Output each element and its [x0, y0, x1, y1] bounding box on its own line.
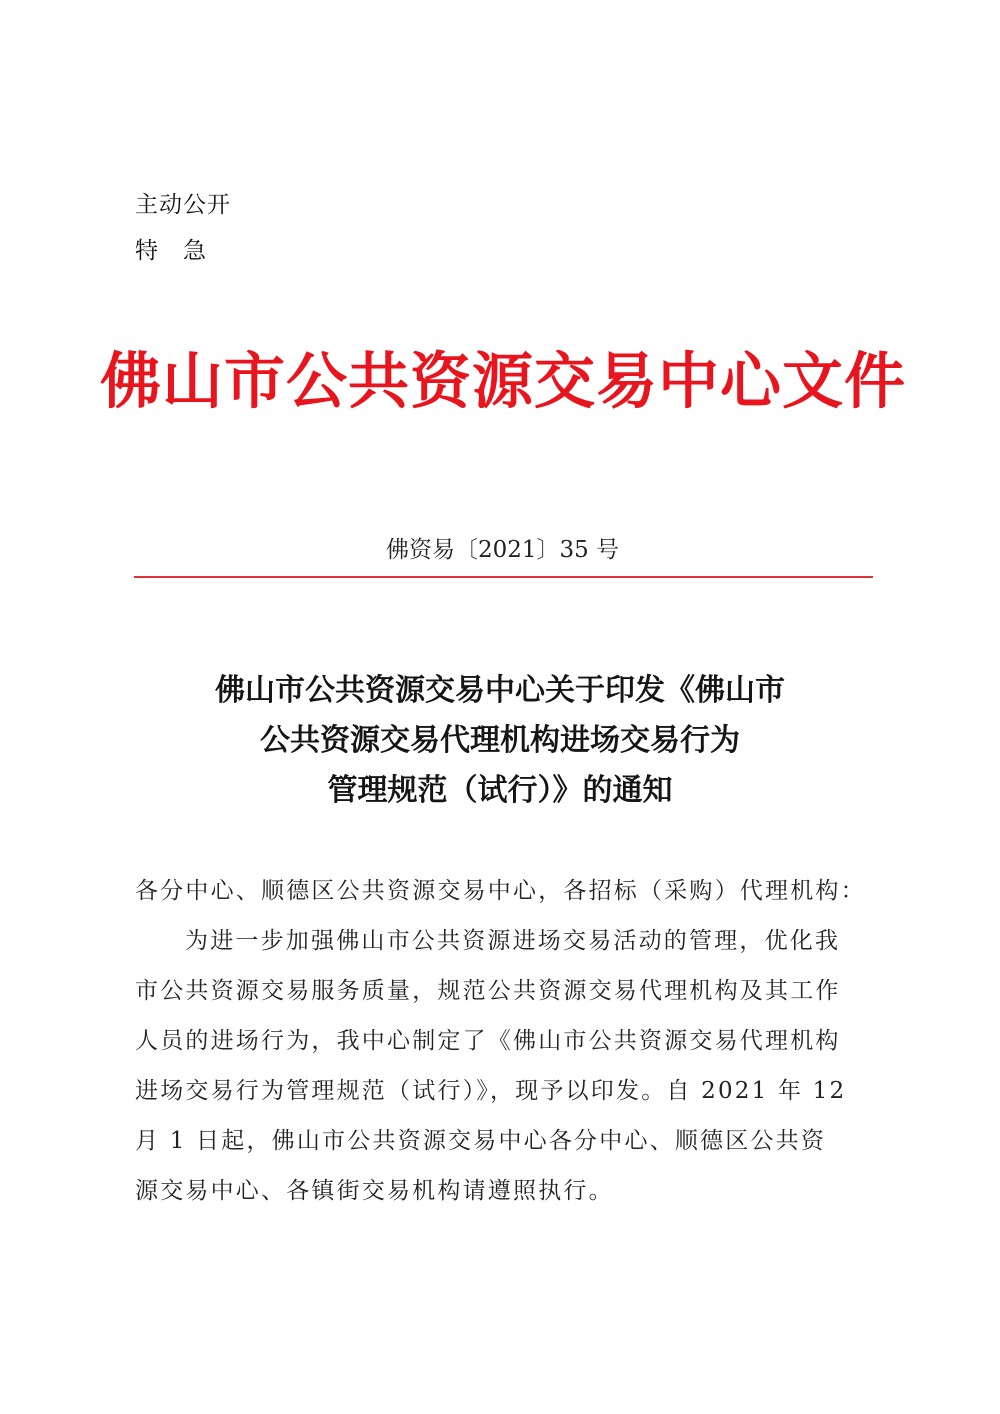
notice-body	[135, 866, 880, 1216]
urgency-label: 特 急	[135, 238, 207, 264]
notice-title-line: 佛山市公共资源交易中心关于印发《佛山市	[215, 673, 785, 708]
body-line: 为进一步加强佛山市公共资源进场交易活动的管理，优化我	[185, 928, 841, 954]
body-line: 月 1 日起，佛山市公共资源交易中心各分中心、顺德区公共资	[135, 1128, 827, 1154]
body-line: 进场交易行为管理规范（试行）》，现予以印发。自 2021 年 12	[135, 1078, 847, 1104]
document-number: 佛资易〔2021〕35 号	[385, 537, 620, 563]
notice-title-line: 公共资源交易代理机构进场交易行为	[260, 723, 740, 758]
disclosure-label: 主动公开	[135, 192, 231, 218]
salutation: 各分中心、顺德区公共资源交易中心，各招标（采购）代理机构：	[135, 878, 866, 904]
body-line: 源交易中心、各镇街交易机构请遵照执行。	[135, 1178, 614, 1204]
body-line: 市公共资源交易服务质量，规范公共资源交易代理机构及其工作	[135, 978, 841, 1004]
masthead-divider-line	[134, 576, 873, 578]
notice-title	[110, 666, 890, 816]
document-masthead: 佛山市公共资源交易中心文件	[100, 346, 907, 417]
notice-title-line: 管理规范（试行）》的通知	[327, 773, 673, 808]
body-line: 人员的进场行为，我中心制定了《佛山市公共资源交易代理机构	[135, 1028, 841, 1054]
